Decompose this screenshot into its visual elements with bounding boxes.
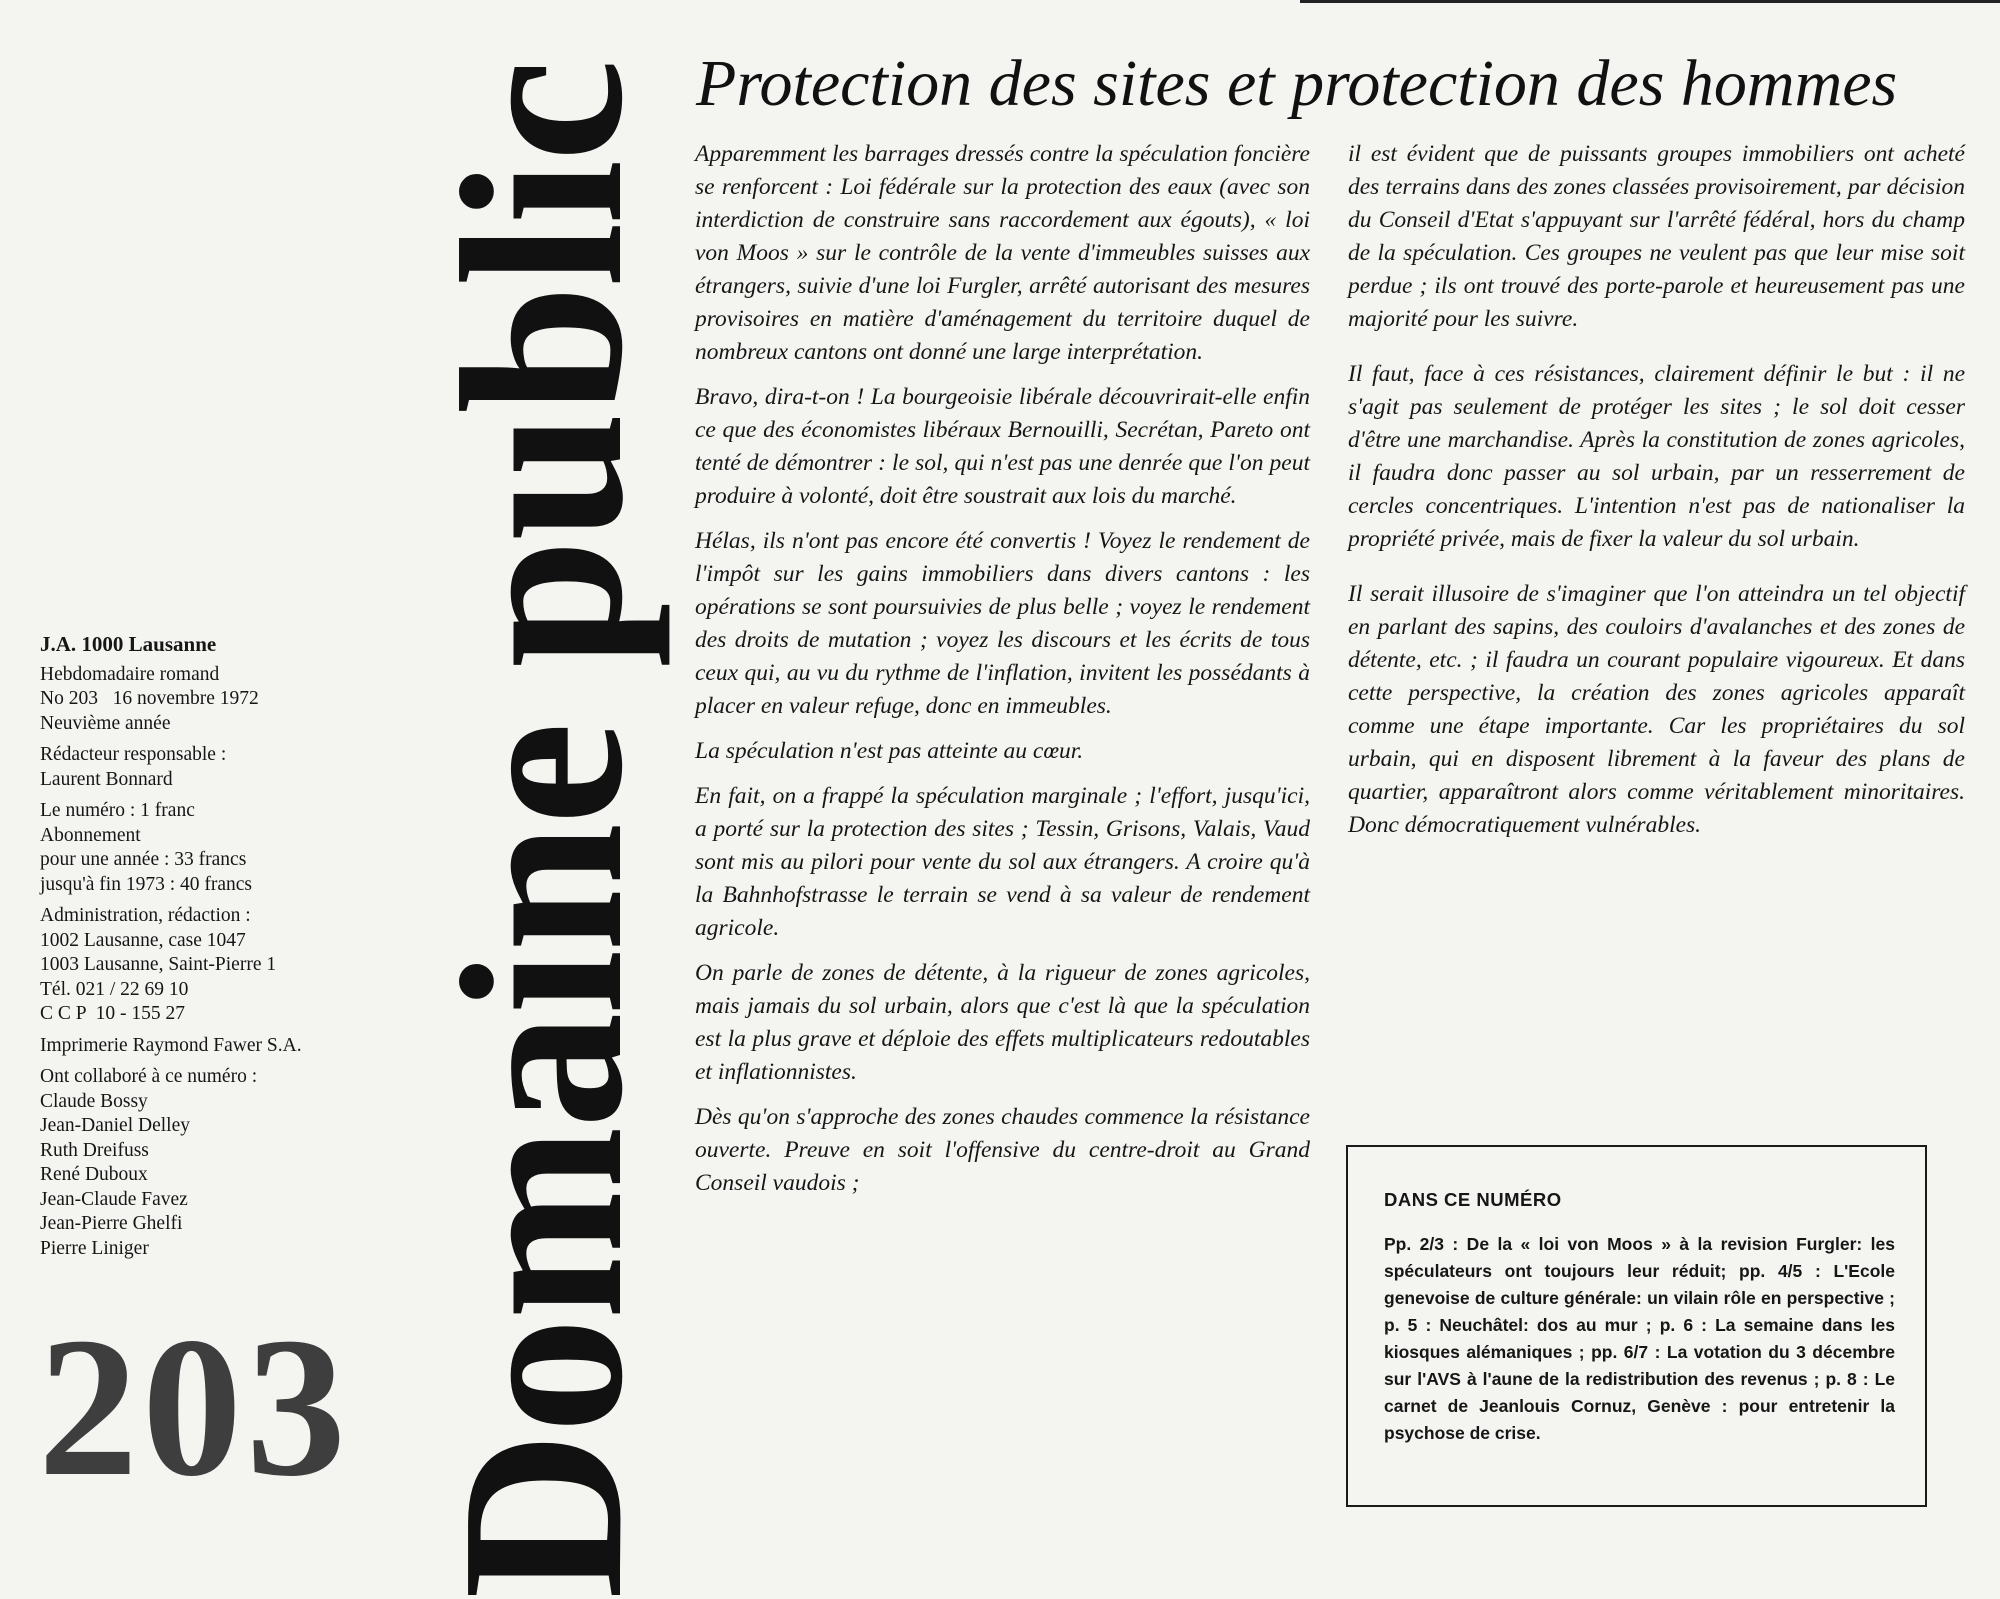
contributor-name: Ruth Dreifuss: [40, 1139, 149, 1161]
info-group-printer: [40, 1034, 430, 1059]
article-column-2: [1348, 138, 1965, 854]
info-group-edition: [40, 663, 430, 737]
masthead-title: Domaine public: [414, 60, 671, 1599]
contributor-name: René Duboux: [40, 1164, 148, 1185]
info-line: Hebdomadaire romand: [40, 663, 220, 685]
ja-address: J.A. 1000 Lausanne: [40, 632, 217, 656]
info-line: Imprimerie Raymond Fawer S.A.: [40, 1034, 302, 1056]
contents-title: DANS CE NUMÉRO: [1384, 1189, 1562, 1210]
info-line: C C P 10 - 155 27: [40, 1003, 186, 1024]
contributor-name: Jean-Daniel Delley: [40, 1115, 190, 1136]
issue-number: 203: [38, 1297, 350, 1518]
info-line: Le numéro : 1 franc: [40, 800, 195, 821]
info-line: Tél. 021 / 22 69 10: [40, 978, 189, 1000]
info-line: Rédacteur responsable :: [40, 744, 227, 765]
info-line: 1002 Lausanne, case 1047: [40, 929, 246, 951]
info-line: 1003 Lausanne, Saint-Pierre 1: [40, 954, 277, 975]
info-line: Abonnement: [40, 824, 141, 846]
article-paragraph: Hélas, ils n'ont pas encore été convertis ! Voyez le rendement de l'impôt sur les gains immobiliers dans divers cantons : les opérations se sont poursuivies de plus belle ; voyez le rendement des droits de mutation ; voyez les discours et les écrits de tous ceux qui, au vu du rythme de l'inflation, invitent les possédants à placer en valeur refuge, donc en immeubles.: [695, 528, 1310, 719]
article-paragraph: Bravo, dira-t-on ! La bourgeoisie libérale découvrirait-elle enfin ce que des économistes libéraux Bernouilli, Secrétan, Pareto ont tenté de démontrer : le sol, qui n'est pas une denrée que l'on peut produire à volonté, doit être soustrait aux lois du marché.: [695, 384, 1310, 509]
contents-box: [1346, 1145, 1927, 1507]
article-paragraph: Dès qu'on s'approche des zones chaudes commence la résistance ouverte. Preuve en soit l'offensive du centre-droit au Grand Conseil vaudois ;: [695, 1104, 1310, 1196]
info-group-price: [40, 799, 430, 897]
article-paragraph: Apparemment les barrages dressés contre la spéculation foncière se renforcent : Loi fédérale sur la protection des eaux (avec son interdiction de construire sans raccordement aux égouts), « loi von Moos » sur le contrôle de la vente d'immeubles suisses aux étrangers, suivie d'une loi Furgler, arrêté autorisant des mesures provisoires en matière d'aménagement du territoire duquel de nombreux cantons ont donné une large interprétation.: [695, 141, 1310, 365]
info-line: No 203 16 novembre 1972: [40, 688, 259, 709]
info-line: jusqu'à fin 1973 : 40 francs: [40, 873, 253, 895]
info-group-editor: [40, 743, 430, 792]
info-line: Administration, rédaction :: [40, 905, 251, 926]
info-line: Laurent Bonnard: [40, 768, 173, 790]
masthead-area: [408, 60, 678, 1599]
article-paragraph: il est évident que de puissants groupes immobiliers ont acheté des terrains dans des zones classées provisoirement, par décision du Conseil d'Etat s'appuyant sur l'arrêté fédéral, hors du champ de la spéculation. Ces groupes ne veulent pas que leur mise soit perdue ; ils ont trouvé des porte-parole et heureusement pas une majorité pour les suivre.: [1348, 141, 1965, 332]
info-group-administration: [40, 904, 430, 1027]
article-paragraph: Il faut, face à ces résistances, clairement définir le but : il ne s'agit pas seulement de protéger les sites ; le sol doit cesser d'être une marchandise. Après la constitution de zones agricoles, il faudra donc passer au sol urbain, par un resserrement de cercles concentriques. L'intention n'est pas de nationaliser la propriété privée, mais de fixer la valeur du sol urbain.: [1348, 361, 1965, 552]
contributor-name: Jean-Pierre Ghelfi: [40, 1213, 183, 1234]
article-paragraph: En fait, on a frappé la spéculation marginale ; l'effort, jusqu'ici, a porté sur la protection des sites ; Tessin, Grisons, Valais, Vaud sont mis au pilori pour vente du sol aux étrangers. A croire qu'à la Bahnhofstrasse le terrain se vend à sa valeur de rendement agricole.: [695, 783, 1310, 941]
article-column-1: [695, 138, 1310, 1212]
info-line: Ont collaboré à ce numéro :: [40, 1066, 258, 1087]
article-paragraph: La spéculation n'est pas atteinte au cœur.: [695, 738, 1084, 764]
info-line: Neuvième année: [40, 712, 171, 734]
publication-info: [40, 632, 430, 1268]
top-rule: [1300, 0, 2000, 3]
article-paragraph: On parle de zones de détente, à la rigueur de zones agricoles, mais jamais du sol urbain, alors que c'est là que la spéculation est la plus grave et déploie des effets multiplicateurs redoutables et inflationnistes.: [695, 960, 1310, 1085]
contributor-name: Pierre Liniger: [40, 1237, 149, 1259]
contents-list: Pp. 2/3 : De la « loi von Moos » à la revision Furgler: les spéculateurs ont toujours leur réduit; pp. 4/5 : L'Ecole genevoise de culture générale: un vilain rôle en perspective ; p. 5 : Neuchâtel: dos au mur ; p. 6 : La semaine dans les kiosques alémaniques ; pp. 6/7 : La votation du 3 décembre sur l'AVS à l'aune de la redistribution des revenus ; p. 8 : Le carnet de Jeanlouis Cornuz, Genève : pour entretenir la psychose de crise.: [1384, 1234, 1895, 1443]
contributor-name: Jean-Claude Favez: [40, 1188, 188, 1210]
info-line: pour une année : 33 francs: [40, 849, 247, 870]
article-paragraph: Il serait illusoire de s'imaginer que l'on atteindra un tel objectif en parlant des sapins, des couloirs d'avalanches et des zones de détente, etc. ; il faudra un courant populaire vigoureux. Et dans cette perspective, la création des zones agricoles apparaît comme une étape importante. Car les propriétaires du sol urbain, qui en disposent librement à la faveur des plans de quartier, apparaîtront alors comme véritablement minoritaires. Donc démocratiquement vulnérables.: [1348, 581, 1965, 838]
info-group-contributors: [40, 1065, 430, 1261]
headline: Protection des sites et protection des hommes: [696, 47, 1898, 120]
contributor-name: Claude Bossy: [40, 1090, 148, 1112]
